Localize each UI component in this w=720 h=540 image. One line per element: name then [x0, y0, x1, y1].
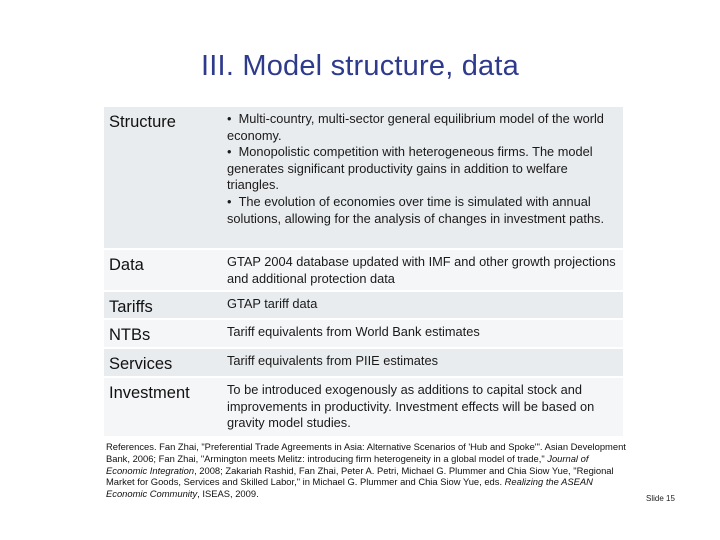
structure-bullet-3: • The evolution of economies over time is simulated with annual solutions, allowing for the analysis of changes in investment paths. [227, 194, 619, 227]
row-label-structure: Structure [109, 113, 176, 131]
table-row-services [104, 349, 623, 378]
table-row-data [104, 250, 623, 292]
table-row-ntbs [104, 320, 623, 349]
row-label-tariffs: Tariffs [109, 298, 153, 316]
row-content-services: Tariff equivalents from PIIE estimates [227, 353, 438, 368]
table-row-structure [104, 107, 623, 250]
references-text-3: , ISEAS, 2009. [197, 488, 259, 500]
row-content-data: GTAP 2004 database updated with IMF and other growth projections and additional protection data [227, 254, 616, 286]
slide-number: Slide 15 [646, 494, 675, 503]
row-content-ntbs: Tariff equivalents from World Bank estimates [227, 324, 480, 339]
references-text-2: , 2008; Zakariah Rashid, Fan Zhai, Peter A. Petri, Michael G. Plummer and Chia Siow Yue, "Regional Market for Goods, Services and Skilled Labor," in Michael G. Plummer and Chia Siow Yue, eds. [106, 464, 614, 488]
structure-bullet-1: • Multi-country, multi-sector general equilibrium model of the world economy. [227, 111, 619, 144]
row-label-ntbs: NTBs [109, 326, 151, 344]
row-content-structure [218, 107, 623, 248]
slide-title: III. Model structure, data [201, 50, 519, 82]
row-content-tariffs: GTAP tariff data [227, 296, 318, 311]
row-label-services: Services [109, 355, 173, 373]
row-label-investment: Investment [109, 384, 190, 402]
table-row-tariffs [104, 292, 623, 320]
row-label-data: Data [109, 256, 144, 274]
row-content-investment: To be introduced exogenously as additions to capital stock and improvements in productivity. Investment effects will be based on gravity model studies. [227, 382, 595, 431]
references-journal-title: Journal of Economic Integration [106, 452, 589, 476]
model-structure-table [104, 107, 623, 436]
structure-bullet-2: • Monopolistic competition with heterogeneous firms. The model generates significant productivity gains in addition to welfare triangles. [227, 144, 619, 194]
references-footnote [106, 441, 626, 500]
references-book-title: Realizing the ASEAN Economic Community [106, 476, 593, 500]
table-row-investment [104, 378, 623, 436]
references-text-1: References. Fan Zhai, "Preferential Trade Agreements in Asia: Alternative Scenarios of 'Hub and Spoke'". Asian Development Bank, 2006; Fan Zhai, "Armington meets Melitz: introducing firm heterogeneity in a global model of trade," [106, 441, 626, 464]
